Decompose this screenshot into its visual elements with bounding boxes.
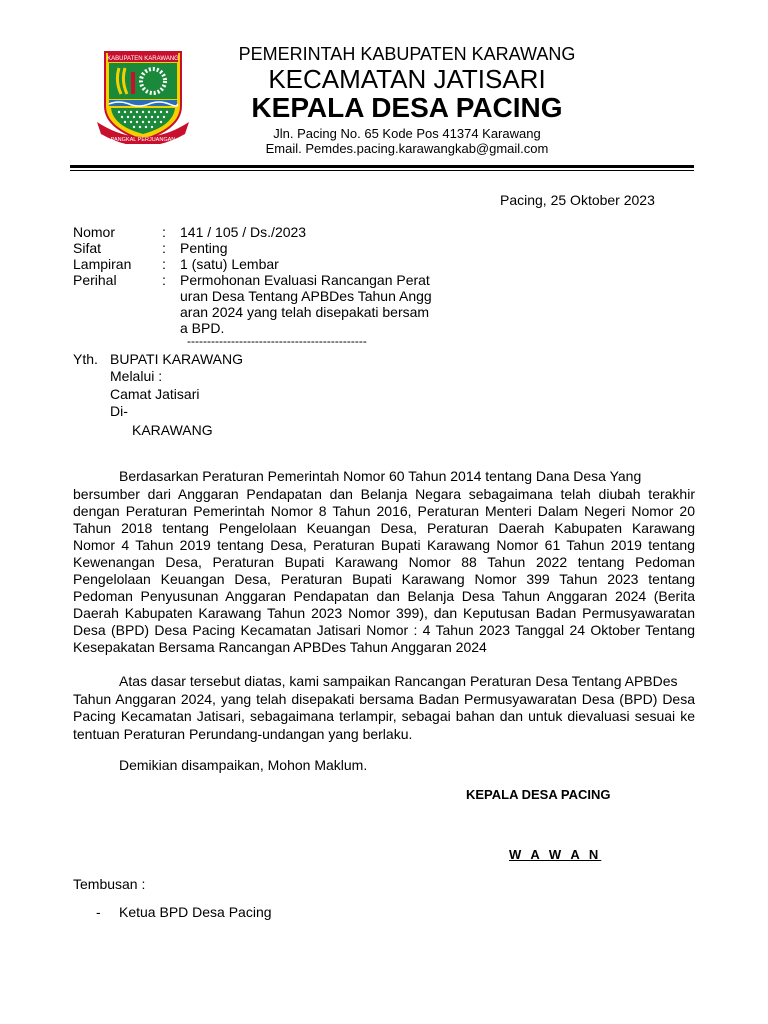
lampiran-colon: : xyxy=(162,256,166,272)
recipient-via: Melalui : xyxy=(110,368,163,384)
cc-item: Ketua BPD Desa Pacing xyxy=(119,904,272,920)
body-p1-line: bersumber dari Anggaran Pendapatan dan Belanja Negara sebagaimana telah diubah terakhir xyxy=(73,486,695,502)
recipient-place: KARAWANG xyxy=(132,422,213,438)
body-p1-line: Nomor 4 Tahun 2019 tentang Desa, Peraturan Bupati Karawang Nomor 61 Tahun 2019 tentang xyxy=(73,537,695,553)
header-email: Email. Pemdes.pacing.karawangkab@gmail.com xyxy=(265,141,549,156)
logo-top-text: KABUPATEN KARAWANG xyxy=(107,56,179,62)
header-rule-thin xyxy=(70,170,694,171)
perihal-label: Perihal xyxy=(73,272,117,288)
nomor-label: Nomor xyxy=(73,224,116,240)
body-closing: Demikian disampaikan, Mohon Maklum. xyxy=(119,757,368,773)
yth-label: Yth. xyxy=(73,351,98,367)
logo-bottom-text: PANGKAL PERJUANGAN xyxy=(110,137,176,143)
perihal-line: aran 2024 yang telah disepakati bersam xyxy=(180,304,430,320)
recipient-di: Di- xyxy=(110,403,128,419)
body-p1-line: dengan Peraturan Pemerintah Nomor 8 Tahun 2016, Peraturan Menteri Dalam Negeri Nomor 20 xyxy=(73,503,695,519)
perihal-line: uran Desa Tentang APBDes Tahun Angg xyxy=(180,288,432,304)
cc-label: Tembusan : xyxy=(73,876,146,892)
signature-name: W A W A N xyxy=(509,847,602,862)
recipient-name: BUPATI KARAWANG xyxy=(110,351,244,367)
letter-date: Pacing, 25 Oktober 2023 xyxy=(500,192,655,208)
perihal-divider: --------------------------------------------- xyxy=(187,334,367,348)
body-p2-line: Pacing Kecamatan Jatisari, sebagaimana terlampir, sebagai bahan dan untuk dievaluasi sesuai ke xyxy=(73,708,695,724)
header-government: PEMERINTAH KABUPATEN KARAWANG xyxy=(238,44,576,64)
header-rule-thick xyxy=(70,165,694,168)
header-district: KECAMATAN JATISARI xyxy=(268,64,546,94)
sifat-label: Sifat xyxy=(73,240,102,256)
body-p1-line: Kesepakatan Bersama Rancangan APBDes Tahun Anggaran 2024 xyxy=(73,639,487,655)
nomor-value: 141 / 105 / Ds./2023 xyxy=(180,224,307,240)
body-p1-line: Pedoman Penyusunan Anggaran Pendapatan dan Belanja Desa Tahun Anggaran 2024 (Berita xyxy=(73,588,695,604)
perihal-line: a BPD. xyxy=(180,320,225,336)
sifat-colon: : xyxy=(162,240,166,256)
header-office: KEPALA DESA PACING xyxy=(251,92,563,123)
sifat-value: Penting xyxy=(180,240,228,256)
lampiran-value: 1 (satu) Lembar xyxy=(180,256,279,272)
body-p1-line: Daerah Kabupaten Karawang Tahun 2023 Nomor 399), dan Keputusan Badan Permusyawaratan xyxy=(73,605,695,621)
body-p1-line: Desa (BPD) Desa Pacing Kecamatan Jatisari Nomor : 4 Tahun 2023 Tanggal 24 Oktober Tentang xyxy=(73,622,695,638)
perihal-colon: : xyxy=(162,272,166,288)
body-p1-line: Berdasarkan Peraturan Pemerintah Nomor 60 Tahun 2014 tentang Dana Desa Yang xyxy=(119,468,642,484)
body-p1-line: Kewenangan Desa, Peraturan Bupati Karawang Nomor 88 Tahun 2022 tentang Pedoman xyxy=(73,554,695,570)
karawang-regency-emblem-icon xyxy=(95,48,191,144)
recipient-camat: Camat Jatisari xyxy=(110,386,200,402)
lampiran-label: Lampiran xyxy=(73,256,132,272)
body-p2-line: Atas dasar tersebut diatas, kami sampaikan Rancangan Peraturan Desa Tentang APBDes xyxy=(119,673,678,689)
header-address: Jln. Pacing No. 65 Kode Pos 41374 Karawang xyxy=(273,126,541,141)
perihal-line: Permohonan Evaluasi Rancangan Perat xyxy=(180,272,430,288)
body-p1-line: Pengelolaan Keuangan Desa, Peraturan Bupati Karawang Nomor 399 Tahun 2023 tentang xyxy=(73,571,695,587)
cc-bullet: - xyxy=(96,904,101,920)
signature-title: KEPALA DESA PACING xyxy=(466,787,611,802)
body-p1-line: Tahun 2018 tentang Pengelolaan Keuangan Desa, Peraturan Daerah Kabupaten Karawang xyxy=(73,520,695,536)
body-p2-line: Tahun Anggaran 2024, yang telah disepakati bersama Badan Permusyawaratan Desa (BPD) Desa xyxy=(73,691,695,707)
nomor-colon: : xyxy=(162,224,166,240)
body-p2-line: tentuan Peraturan Perundang-undangan yang berlaku. xyxy=(73,726,413,742)
